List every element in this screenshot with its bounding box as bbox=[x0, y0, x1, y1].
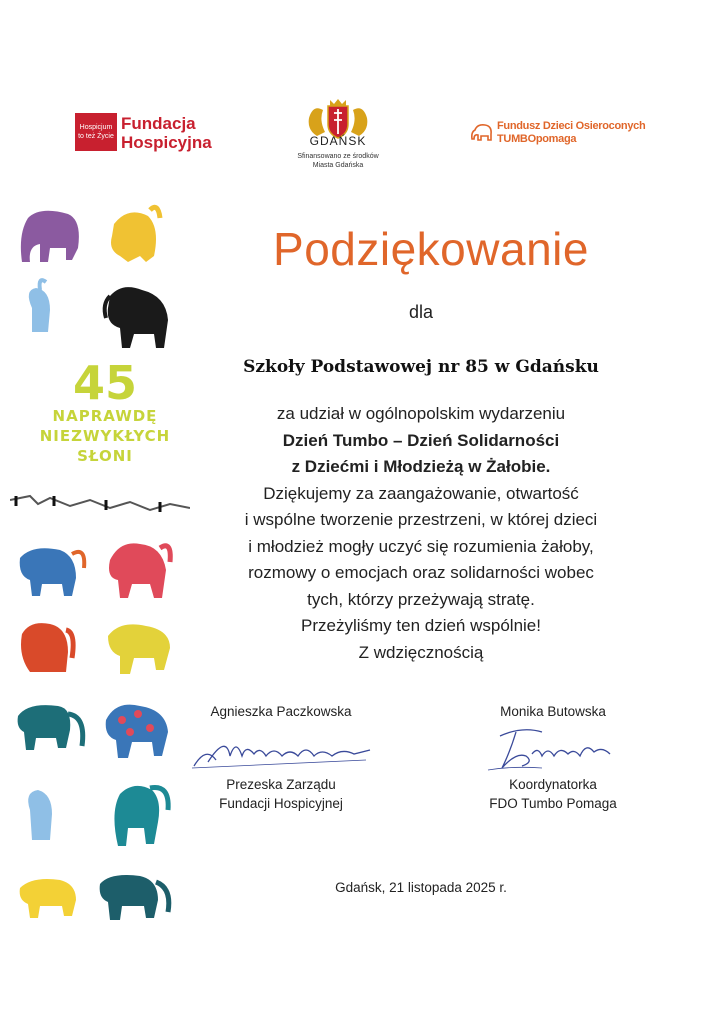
signatory-2-role-line-1: Koordynatorka bbox=[509, 777, 597, 792]
orange-red-elephant-icon bbox=[21, 623, 73, 672]
black-elephant-icon bbox=[105, 287, 168, 348]
event-line-1: Dzień Tumbo – Dzień Solidarności bbox=[282, 430, 560, 450]
body-line: i młodzież mogły uczyć się rozumienia żałoby, bbox=[248, 536, 594, 556]
certificate-title: Podziękowanie bbox=[273, 223, 589, 275]
signature-1-handwritten bbox=[186, 726, 376, 774]
body-line: Dziękujemy za zaangażowanie, otwartość bbox=[263, 483, 579, 503]
blue-elephant-icon bbox=[29, 280, 50, 332]
gdansk-funding-note bbox=[285, 152, 391, 170]
recipient-name: Szkoły Podstawowej nr 85 w Gdańsku bbox=[243, 357, 599, 377]
teal-standing-elephant-icon bbox=[114, 786, 168, 846]
intro-line: za udział w ogólnopolskim wydarzeniu bbox=[276, 404, 566, 423]
campaign-line-1: NAPRAWDĘ bbox=[52, 407, 158, 425]
hospicjum-logo-box bbox=[75, 113, 117, 151]
signatory-1-role-line-1: Prezeska Zarządu bbox=[226, 777, 336, 792]
tumbo-pomaga-logo-text bbox=[497, 120, 645, 146]
tumbo-elephant-icon bbox=[471, 122, 495, 144]
place-and-date: Gdańsk, 21 listopada 2025 r. bbox=[335, 880, 507, 895]
gdansk-sub-line-2: Miasta Gdańska bbox=[312, 162, 364, 169]
event-line-2: z Dziećmi i Młodzieżą w Żałobie. bbox=[291, 457, 551, 476]
tumbo-line-2: TUMBOpomaga bbox=[497, 133, 577, 145]
campaign-number: 45 bbox=[72, 356, 137, 410]
body-line: Przeżyliśmy ten dzień wspólnie! bbox=[301, 616, 541, 635]
signatory-1-role-line-2: Fundacji Hospicyjnej bbox=[219, 796, 343, 811]
hospicyjna-line-1: Fundacja bbox=[121, 114, 196, 133]
yellow-green-elephant-icon bbox=[108, 624, 170, 674]
torn-paper-edge bbox=[10, 496, 190, 512]
tumbo-line-1: Fundusz Dzieci Osieroconych bbox=[497, 120, 646, 132]
campaign-45-slogan bbox=[20, 356, 190, 466]
blue-patterned-elephant-icon bbox=[20, 548, 85, 596]
elephant-illustrations-strip bbox=[10, 200, 190, 940]
signatory-1-name: Agnieszka Paczkowska bbox=[210, 704, 352, 719]
gdansk-sub-line-1: Sfinansowano ze środków bbox=[297, 153, 379, 160]
gdansk-name: GDAŃSK bbox=[309, 134, 367, 148]
hospicjum-line-1: Hospicjum bbox=[79, 124, 113, 131]
red-elephant-icon bbox=[109, 543, 170, 598]
signatory-2-name: Monika Butowska bbox=[500, 704, 606, 719]
fundacja-hospicyjna-logo-text bbox=[121, 114, 212, 152]
signatory-2-role bbox=[470, 775, 636, 813]
hospicyjna-line-2: Hospicyjna bbox=[121, 133, 212, 152]
signatory-1-role bbox=[196, 775, 366, 813]
certificate-body bbox=[196, 401, 646, 666]
dark-teal-elephant-icon bbox=[100, 875, 169, 920]
light-blue-elephant-icon bbox=[28, 790, 52, 840]
campaign-line-3: SŁONI bbox=[77, 447, 133, 465]
campaign-line-2: NIEZWYKŁYCH bbox=[39, 427, 171, 445]
teal-elephant-icon bbox=[18, 705, 83, 750]
signature-2-handwritten bbox=[482, 722, 622, 774]
certificate-for: dla bbox=[408, 302, 434, 322]
closing-line: Z wdzięcznością bbox=[358, 642, 484, 662]
signatory-2-role-line-2: FDO Tumbo Pomaga bbox=[489, 796, 617, 811]
red-blue-spotted-elephant-icon bbox=[106, 705, 168, 758]
small-yellow-elephant-icon bbox=[20, 879, 76, 918]
hospicjum-line-2: to też Życie bbox=[78, 133, 114, 140]
body-line: tych, którzy przeżywają stratę. bbox=[307, 589, 535, 609]
yellow-elephant-icon bbox=[111, 207, 160, 262]
body-line: i wspólne tworzenie przestrzeni, w której dzieci bbox=[244, 510, 598, 529]
purple-elephant-icon bbox=[21, 211, 79, 262]
body-line: rozmowy o emocjach oraz solidarności wobec bbox=[248, 563, 594, 582]
